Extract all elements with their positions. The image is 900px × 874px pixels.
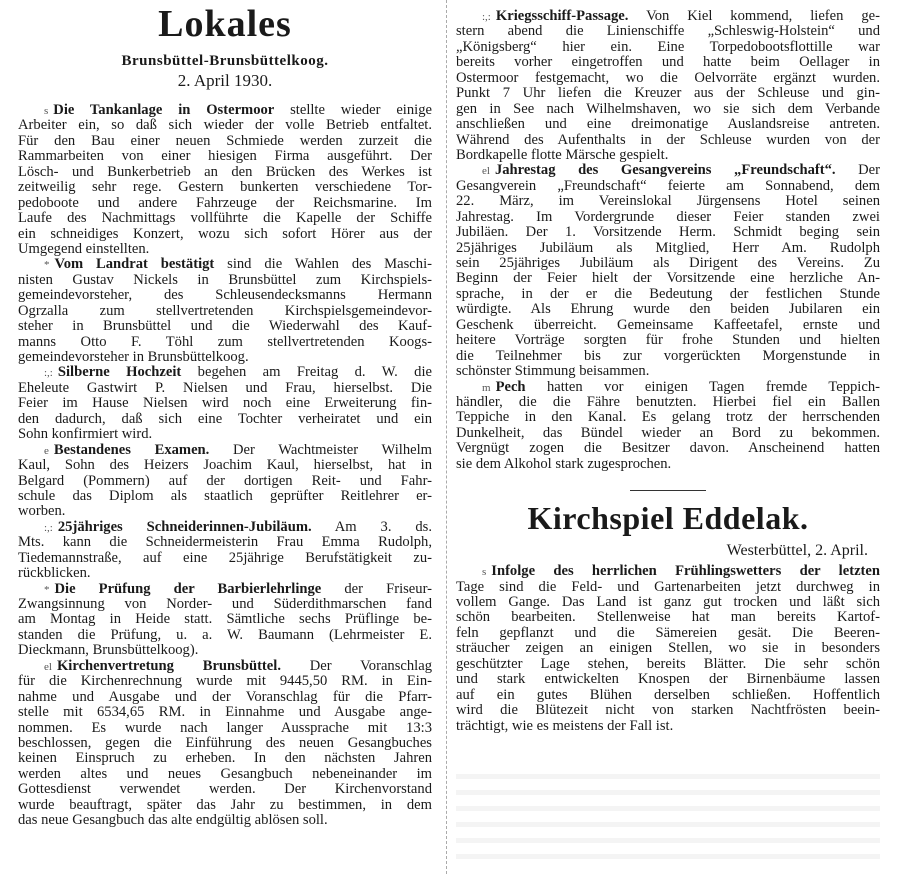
- text-line: Rammarbeiten von einer hiesigen Firma ausgeführt. Der: [18, 149, 432, 165]
- text-line: ein schneidiges Konzert, wozu sich sofort Hörer aus der: [18, 226, 432, 242]
- paragraph-marker: s: [482, 566, 487, 579]
- article-paragraph: [456, 163, 880, 379]
- article-headline: Die Prüfung der Barbierlehrlinge: [54, 581, 322, 597]
- text-line: Bordkapelle flotte Märsche gespielt.: [456, 147, 669, 163]
- text-line: Dunkelheit, das Bündel wieder an Bord zu bekommen.: [456, 425, 880, 441]
- text-line: Vergnügt zogen die Besitzer davon. Anscheinend hatten: [456, 441, 880, 457]
- text-line: werden altes und neues Gesangbuch nebeneinander im: [18, 766, 432, 782]
- article-headline: Silberne Hochzeit: [57, 365, 182, 381]
- text-line: Eheleute Gastwirt P. Nielsen und Frau, hierselbst. Die: [18, 380, 432, 396]
- text-line: Ogrzalla zum stellvertretenden Kirchspielsgemeindevor-: [18, 303, 432, 319]
- text-line: pedoboote und andere Fahrzeuge der Reichsmarine. Im: [18, 195, 432, 211]
- text-line: anschließen und eine dreimonatige Auslandsreise antreten.: [456, 117, 880, 133]
- article-paragraph: [18, 443, 432, 520]
- locality-subtitle: Brunsbüttel-Brunsbüttelkoog.: [121, 53, 329, 69]
- text-line: am Montag in Heide statt. Sämtliche sechs Prüflinge be-: [18, 612, 432, 628]
- text-line: Jubiläen. Der 1. Vorsitzende Herm. Schmidt beging sein: [456, 225, 880, 241]
- text-line: geschützter Lage stehen, bereits Blätter. Die sehr schön: [456, 656, 880, 672]
- text-line: [456, 380, 880, 395]
- text-line: schönster Stimmung beisammen.: [456, 364, 650, 380]
- article-paragraph: [18, 365, 432, 442]
- text-line: Beginn der Feier hielt der Vorsitzende eine herzliche An-: [456, 271, 880, 287]
- text-line: [456, 9, 880, 24]
- text-line: steher in Brunsbüttel und die Wiederwahl des Kauf-: [18, 319, 432, 335]
- article-headline: Pech: [495, 379, 526, 395]
- text-line: standen die Prüfung, u. a. W. Baumann (Lehrmeister E.: [18, 627, 432, 643]
- left-articles: [18, 103, 432, 829]
- article-paragraph: [456, 380, 880, 473]
- text-line: gen in See nach Wilhelmshaven, wo sie sich dem Verbande: [456, 101, 880, 117]
- text-line: rückblicken.: [18, 566, 91, 582]
- article-headline: Infolge des herrlichen Frühlingswetters der letzten: [491, 564, 880, 580]
- left-column: [18, 0, 432, 829]
- page-title: Lokales: [158, 3, 292, 45]
- article-paragraph: [18, 520, 432, 582]
- paragraph-marker: :,:: [44, 521, 53, 534]
- paragraph-marker: s: [44, 105, 49, 117]
- paragraph-marker: *: [44, 259, 50, 272]
- text-line: [18, 103, 432, 118]
- text-line: Jahrestag. Im Vordergrunde dieser Feier standen zwei: [456, 209, 880, 225]
- text-line: Kaul, Sohn des Heizers Joachim Kaul, hierselbst, hat in: [18, 458, 432, 474]
- text-line: sträucher zeigen an einigen Stellen, wo sie in besonders: [456, 641, 880, 657]
- text-line: sein 25jähriges Jubiläum als Dirigent des Vereins. Zu: [456, 256, 880, 271]
- text-line: Zwangsinnung von Norder- und Süderdithmarschen fand: [18, 597, 432, 612]
- line-text: Der: [835, 163, 880, 179]
- article-headline: Vom Landrat bestätigt: [54, 257, 215, 273]
- article-paragraph: [456, 564, 880, 734]
- section-dateline: Westerbüttel, 2. April.: [726, 542, 868, 560]
- paragraph-marker: *: [44, 583, 50, 596]
- text-line: Lösch- und Bunkerbetrieb an den Brücken des Werkes ist: [18, 164, 432, 180]
- section-articles: [456, 564, 880, 734]
- text-line: Ostermoor festgemacht, wo die Oelvorräte ergänzt wurden.: [456, 70, 880, 86]
- text-line: [18, 443, 432, 458]
- text-line: wurde beauftragt, später das Jahr zu bestimmen, in dem: [18, 797, 432, 813]
- line-text: der Friseur-: [321, 581, 432, 597]
- text-line: Belgard (Pommern) auf der dortigen Reit- und Fahr-: [18, 473, 432, 489]
- text-line: händler, die die Fähre benutzten. Hierbei fiel ein Ballen: [456, 394, 880, 410]
- text-line: nommen. Es wurde nach langer Aussprache mit 13:3: [18, 720, 432, 736]
- text-line: Tiedemannstraße, auf eine 25jährige Berufstätigkeit zu-: [18, 550, 432, 566]
- text-line: Gesangverein „Freundschaft“ feierte am Sonnabend, dem: [456, 178, 880, 194]
- text-line: Feier im Hause Nielsen wird noch eine Erweiterung fin-: [18, 396, 432, 412]
- text-line: Gottesdienst verwendet werden. Der Kirchenvorstand: [18, 782, 432, 798]
- text-line: [18, 257, 432, 272]
- text-line: manns Otto F. Töhl zum stellvertretenden Koogs-: [18, 334, 432, 350]
- line-text: Der Wachtmeister Wilhelm: [209, 442, 432, 458]
- text-line: Dieckmann, Brunsbüttelkoog).: [18, 643, 199, 659]
- text-line: beschlossen, gegen die Einführung des neuen Gesangbuches: [18, 735, 432, 751]
- paragraph-marker: :,:: [482, 11, 491, 23]
- line-text: Von Kiel kommend, liefen ge-: [628, 9, 880, 24]
- article-paragraph: [456, 9, 880, 163]
- text-line: Geschenk überreicht. Gemeinsame Kaffeetafel, ernste und: [456, 317, 880, 333]
- line-text: begehen am Freitag d. W. die: [181, 365, 432, 381]
- paragraph-marker: :,:: [44, 367, 53, 380]
- paragraph-marker: m: [482, 381, 491, 394]
- text-line: wird die Blütezeit nicht von starken Nachtfrösten beein-: [456, 703, 880, 719]
- text-line: Punkt 7 Uhr liefen die Kreuzer aus der Schleuse und gin-: [456, 86, 880, 102]
- text-line: schule das Diplom als staatlich geprüfter Reitlehrer er-: [18, 488, 432, 504]
- text-line: worben.: [18, 504, 66, 520]
- text-line: Während des Aufenthalts in der Schleuse wurden von der: [456, 132, 880, 148]
- right-articles: [456, 9, 880, 472]
- text-line: feln gepflanzt und die Sämereien gesät. Die Beeren-: [456, 625, 880, 641]
- line-text: stellte wieder einige: [274, 103, 432, 118]
- text-line: würdigte. Als Ehrung wurde den beiden Jubilaren ein: [456, 302, 880, 318]
- show-through-text: [456, 765, 880, 865]
- line-text: Am 3. ds.: [311, 519, 432, 535]
- issue-date: 2. April 1930.: [177, 71, 273, 90]
- text-line: gemeindevorsteher, des Schleusendecksmanns Hermann: [18, 288, 432, 304]
- paragraph-marker: el: [482, 165, 490, 178]
- text-line: [18, 582, 432, 597]
- text-line: Mts. kann die Schneidermeisterin Frau Emma Rudolph,: [18, 535, 432, 551]
- section-title: Kirchspiel Eddelak.: [527, 500, 809, 537]
- text-line: 22. März, im Vereinslokal Jürgensens Hotel seinen: [456, 194, 880, 210]
- text-line: Umgegend einstellten.: [18, 241, 150, 257]
- text-line: die Teilnehmer bis zur vorgerückten Morgenstunde in: [456, 348, 880, 364]
- column-divider: [446, 0, 447, 874]
- text-line: Tage sind die Feld- und Gartenarbeiten jetzt durchweg in: [456, 579, 880, 595]
- article-headline: Die Tankanlage in Ostermoor: [53, 103, 275, 118]
- text-line: stern abend die Linienschiffe „Schleswig-Holstein“ und: [456, 24, 880, 40]
- text-line: den dadurch, daß sich eine Tochter verheiratet und ein: [18, 411, 432, 427]
- text-line: für die Kirchenrechnung wurde mit 9445,50 RM. in Ein-: [18, 674, 432, 690]
- text-line: und stark entwickelten Knospen der Birnenbäume lassen: [456, 672, 880, 688]
- text-line: schön bearbeiten. Stellenweise hat man bereits Kartof-: [456, 610, 880, 626]
- text-line: sie dem Alkohol stark zugesprochen.: [456, 456, 672, 472]
- text-line: nahme und Ausgabe und der Voranschlag für die Pfarr-: [18, 689, 432, 705]
- text-line: gemeindevorsteher in Brunsbüttelkoog.: [18, 350, 249, 365]
- paragraph-marker: e: [44, 444, 49, 457]
- text-line: „Königsberg“ hier ein. Eine Torpedobootsflottille war: [456, 39, 880, 55]
- article-paragraph: [18, 659, 432, 829]
- text-line: vollem Gange. Das Land ist ganz gut trocken und läßt sich: [456, 595, 880, 610]
- text-line: Laufe des Nachmittags vollführte die Kapelle der Schiffe: [18, 211, 432, 227]
- article-headline: Kriegsschiff-Passage.: [495, 9, 629, 24]
- text-line: Teppiche in den Kanal. Es gelang trotz der herrschenden: [456, 410, 880, 426]
- line-text: Der Voranschlag: [280, 658, 432, 674]
- text-line: stelle mit 6534,65 RM. in Einnahme und Ausgabe ange-: [18, 705, 432, 721]
- text-line: trächtigt, wie es meistens der Fall ist.: [456, 718, 674, 734]
- text-line: [18, 659, 432, 674]
- text-line: bereits vorher eingetroffen und hatte beim Oellager in: [456, 55, 880, 71]
- text-line: Sohn konfirmiert wird.: [18, 427, 153, 443]
- right-column: [456, 0, 880, 734]
- text-line: Für den Bau einer neuen Schmiede werden zurzeit die: [18, 133, 432, 149]
- text-line: heitere Vorträge sorgten für frohe Stunden und hielten: [456, 333, 880, 349]
- text-line: zeitweilig sehr rege. Gestern bunkerten verschiedene Tor-: [18, 180, 432, 196]
- paragraph-marker: el: [44, 660, 52, 673]
- text-line: nisten Gustav Nickels in Brunsbüttel zum Kirchspiels-: [18, 272, 432, 288]
- text-line: auf ein gutes Blühen derselben schließen. Hoffentlich: [456, 687, 880, 703]
- article-paragraph: [18, 103, 432, 257]
- text-line: [18, 520, 432, 535]
- article-headline: Bestandenes Examen.: [53, 442, 210, 458]
- text-line: sprache, in der er die Bedeutung der festlichen Stunde: [456, 286, 880, 302]
- article-paragraph: [18, 582, 432, 659]
- article-headline: Kirchenvertretung Brunsbüttel.: [56, 658, 281, 674]
- article-paragraph: [18, 257, 432, 365]
- text-line: [456, 564, 880, 579]
- text-line: [18, 365, 432, 380]
- text-line: [456, 163, 880, 178]
- text-line: keinen Einspruch zu erheben. In den nächsten Jahren: [18, 751, 432, 767]
- article-headline: 25jähriges Schneiderinnen-Jubiläum.: [57, 519, 312, 535]
- text-line: 25jähriges Jubiläum als Mitglied, Herr Am. Rudolph: [456, 240, 880, 256]
- text-line: das neue Gesangbuch das alte endgültig ablösen soll.: [18, 813, 328, 829]
- text-line: Arbeiter ein, so daß sich wieder der volle Betrieb entfaltet.: [18, 118, 432, 134]
- line-text: hatten vor einigen Tagen fremde Teppich-: [525, 379, 880, 395]
- line-text: sind die Wahlen des Maschi-: [214, 257, 432, 273]
- article-headline: Jahrestag des Gesangvereins „Freundschaft“.: [494, 163, 836, 179]
